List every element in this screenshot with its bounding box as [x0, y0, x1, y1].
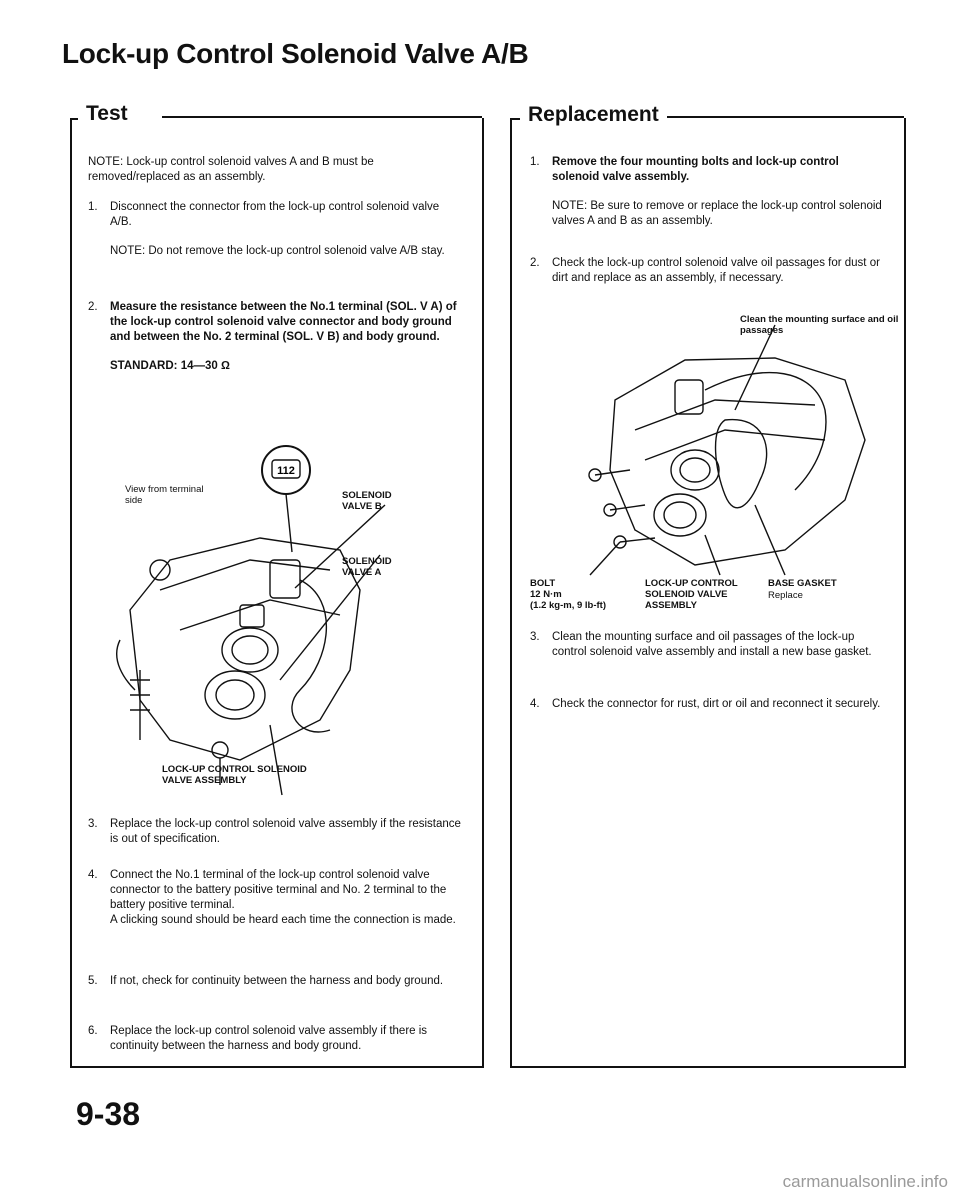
step-number: 3.	[530, 631, 540, 643]
replacement-header-rule	[662, 116, 904, 118]
base-gasket-label: BASE GASKET	[768, 578, 837, 589]
watermark-text[interactable]: carmanualsonline.info	[782, 1172, 948, 1191]
replacement-figure	[575, 320, 895, 580]
step-number: 3.	[88, 818, 98, 830]
step-number: 2.	[88, 301, 98, 313]
step-number: 1.	[530, 156, 540, 168]
clean-surface-label: Clean the mounting surface and oil passages	[740, 314, 899, 336]
step-text: Connect the No.1 terminal of the lock-up control solenoid valve connector to the battery positive terminal and No. 2 terminal to the battery positive terminal.	[110, 869, 447, 911]
connector-number-text: 112	[277, 465, 295, 477]
gasket-replace-note: Replace	[768, 590, 803, 601]
page-title: Lock-up Control Solenoid Valve A/B	[62, 38, 529, 69]
step-note: NOTE: Be sure to remove or replace the lock-up control solenoid valves A and B as an assembly.	[552, 200, 882, 227]
valve-assembly-label: LOCK-UP CONTROL SOLENOID VALVE ASSEMBLY	[645, 578, 738, 611]
step-text: Replace the lock-up control solenoid valve assembly if there is continuity between the harness and body ground.	[110, 1025, 428, 1052]
step-text: Remove the four mounting bolts and lock-up control solenoid valve assembly.	[552, 156, 839, 183]
solenoid-valve-a-label: SOLENOID VALVE A	[342, 556, 392, 578]
page-number: 9-38	[76, 1096, 141, 1132]
step-text: Clean the mounting surface and oil passages of the lock-up control solenoid valve assembly and install a new base gasket.	[552, 631, 872, 658]
replacement-heading: Replacement	[520, 103, 667, 127]
bolt-torque: 12 N·m	[530, 589, 562, 600]
step-number: 6.	[88, 1025, 98, 1037]
test-note: NOTE: Lock-up control solenoid valves A and B must be removed/replaced as an assembly.	[88, 156, 374, 183]
step-text: If not, check for continuity between the harness and body ground.	[110, 975, 444, 987]
step-number: 1.	[88, 201, 98, 213]
bolt-torque-alt: (1.2 kg-m, 9 lb-ft)	[530, 600, 607, 611]
step-text: Check the connector for rust, dirt or oil and reconnect it securely.	[552, 698, 881, 710]
step-number: 2.	[530, 257, 540, 269]
step-number: 4.	[88, 869, 98, 881]
step-text: Measure the resistance between the No.1 terminal (SOL. V A) of the lock-up control solenoid valve connector and body ground and between the No. 2 terminal (SOL. V B) and body ground.	[110, 301, 457, 343]
step-text: Disconnect the connector from the lock-up control solenoid valve A/B.	[110, 201, 440, 228]
valve-removal-illustration	[575, 320, 895, 580]
step-number: 4.	[530, 698, 540, 710]
test-heading: Test	[78, 102, 136, 126]
step-text: Replace the lock-up control solenoid valve assembly if the resistance is out of specification.	[110, 818, 461, 845]
view-from-terminal-label: View from terminal side	[125, 484, 204, 506]
step-text: Check the lock-up control solenoid valve oil passages for dust or dirt and replace as an assembly, if necessary.	[552, 257, 880, 284]
assembly-label: LOCK-UP CONTROL SOLENOID VALVE ASSEMBLY	[162, 764, 307, 786]
step-text-2: A clicking sound should be heard each time the connection is made.	[110, 914, 456, 926]
test-header-rule	[162, 116, 482, 118]
step-number: 5.	[88, 975, 98, 987]
step-note: NOTE: Do not remove the lock-up control solenoid valve A/B stay.	[110, 245, 445, 257]
bolt-label: BOLT	[530, 578, 556, 589]
standard-value: STANDARD: 14—30 Ω	[110, 360, 230, 372]
solenoid-valve-b-label: SOLENOID VALVE B	[342, 490, 392, 512]
